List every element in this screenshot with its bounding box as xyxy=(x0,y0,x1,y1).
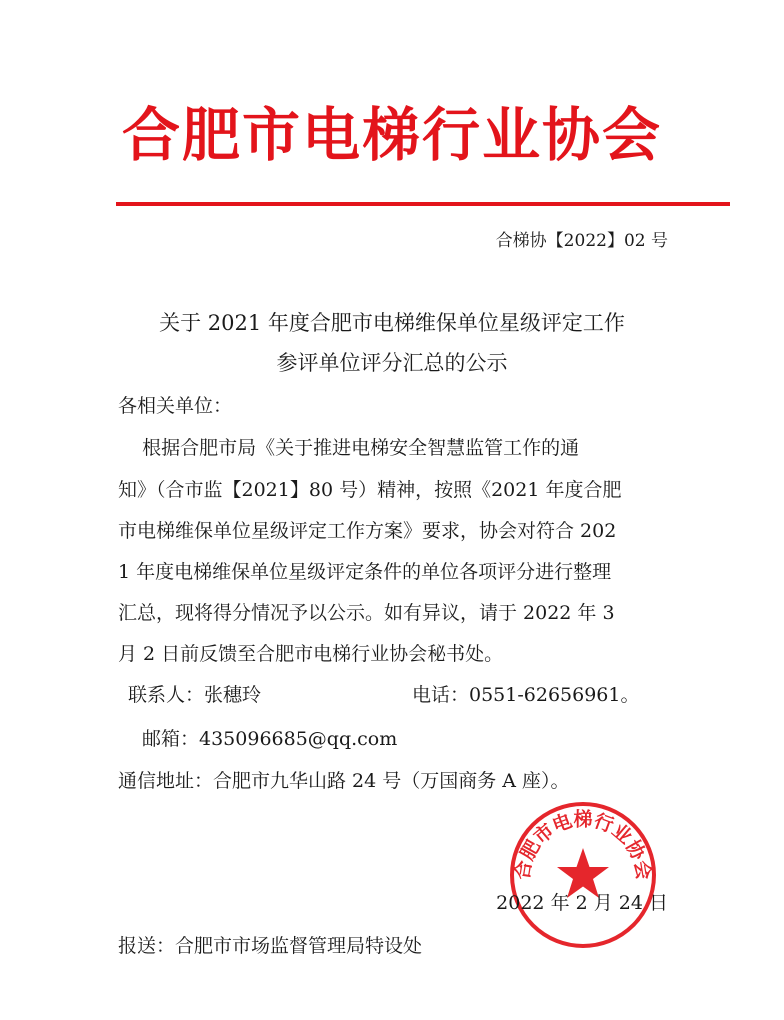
seal-text: 合肥市电梯行业协会 xyxy=(511,808,655,882)
body-line: 知》（合市监【2021】80 号）精神，按照《2021 年度合肥 xyxy=(118,479,622,501)
official-seal xyxy=(508,800,658,950)
header-divider xyxy=(116,202,730,206)
contact-person: 联系人：张穗玲 xyxy=(128,684,262,706)
submitted-to: 报送：合肥市市场监督管理局特设处 xyxy=(118,935,423,957)
salutation: 各相关单位： xyxy=(118,395,233,417)
body-line: 市电梯维保单位星级评定工作方案》要求，协会对符合 202 xyxy=(118,520,617,542)
contact-email: 邮箱：435096685@qq.com xyxy=(142,728,398,750)
document-number: 合梯协【2022】02 号 xyxy=(495,231,668,251)
issue-date: 2022 年 2 月 24 日 xyxy=(496,892,668,914)
notice-title-line-1: 关于 2021 年度合肥市电梯维保单位星级评定工作 xyxy=(159,311,625,335)
contact-phone: 电话：0551-62656961。 xyxy=(412,684,640,706)
contact-address: 通信地址：合肥市九华山路 24 号（万国商务 A 座）。 xyxy=(118,770,570,792)
body-line: 根据合肥市局《关于推进电梯安全智慧监管工作的通 xyxy=(118,437,580,459)
org-title: 合肥市电梯行业协会 xyxy=(121,101,662,169)
body-line: 1 年度电梯维保单位星级评定条件的单位各项评分进行整理 xyxy=(118,561,612,583)
notice-title-line-2: 参评单位评分汇总的公示 xyxy=(276,351,508,375)
body-line: 汇总，现将得分情况予以公示。如有异议，请于 2022 年 3 xyxy=(118,602,615,624)
body-line: 月 2 日前反馈至合肥市电梯行业协会秘书处。 xyxy=(118,643,504,665)
